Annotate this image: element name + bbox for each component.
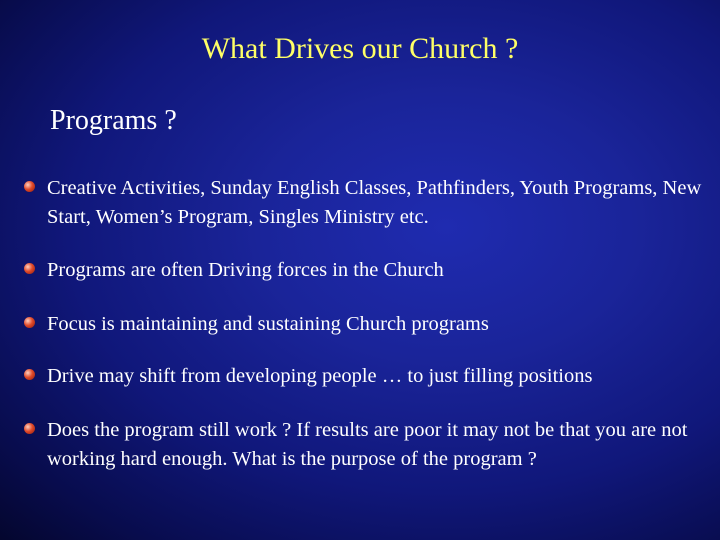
bullet-text: Drive may shift from developing people … to just filling positions (47, 365, 593, 387)
bullet-text: Does the program still work ? If results are poor it may not be that you are not working hard enough. What is the purpose of the program ? (47, 419, 688, 470)
bullet-ball-icon (24, 181, 35, 192)
bullet-ball-icon (24, 263, 35, 274)
bullet-text: Focus is maintaining and sustaining Church programs (47, 313, 489, 335)
bullet-text: Creative Activities, Sunday English Classes, Pathfinders, Youth Programs, New Start, Women’s Program, Singles Ministry etc. (47, 177, 702, 228)
bullet-ball-icon (24, 423, 35, 434)
bullet-text: Programs are often Driving forces in the Church (47, 259, 444, 281)
bullet-ball-icon (24, 369, 35, 380)
bullet-ball-icon (24, 317, 35, 328)
slide-subtitle: Programs ? (50, 105, 177, 136)
slide-title: What Drives our Church ? (201, 32, 519, 65)
